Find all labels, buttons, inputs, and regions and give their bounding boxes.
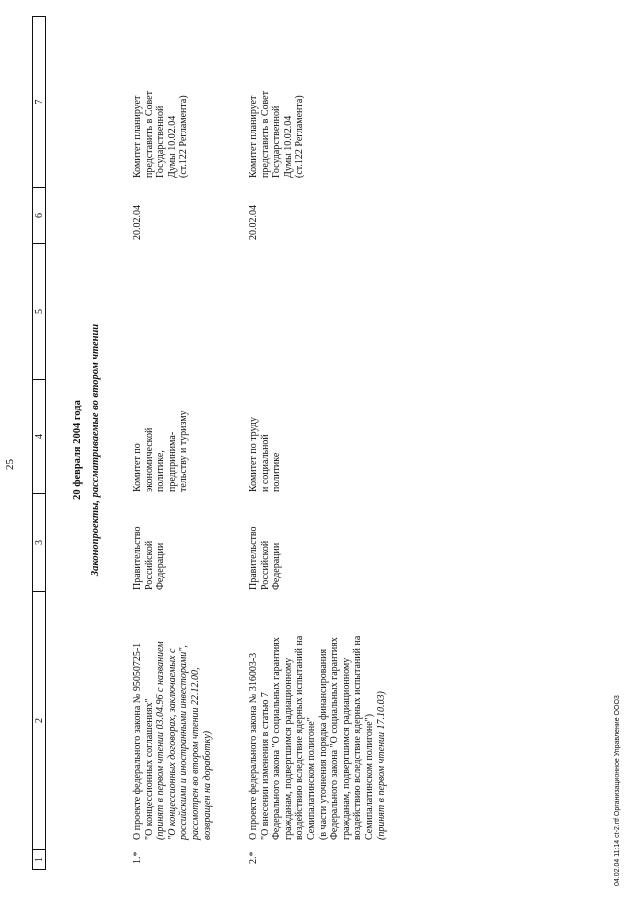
committee-line: и социальной xyxy=(259,434,271,492)
row-number: 1.* xyxy=(132,851,143,864)
remark-line: Думы 10.02.04 xyxy=(166,115,178,178)
remark-line: Государственной xyxy=(155,105,167,178)
row-number: 2.* xyxy=(248,851,259,864)
bill-note-line: "О концессионных договорах, заключаемых с xyxy=(166,648,178,840)
date-heading: 20 февраля 2004 года xyxy=(72,400,83,500)
initiator-line: Федерации xyxy=(271,542,283,590)
committee-line: политике, xyxy=(155,450,167,492)
remark-line: представить в Совет xyxy=(143,91,155,178)
column-number: 2 xyxy=(33,591,45,849)
committee-line: экономической xyxy=(143,427,155,492)
consideration-date: 20.02.04 xyxy=(248,205,259,240)
column-number: 7 xyxy=(33,99,45,105)
bill-title-line: гражданам, подвергшимся радиационному xyxy=(340,657,352,840)
remark-line: Комитет планирует xyxy=(248,95,259,178)
page-number: 25 xyxy=(4,459,16,470)
initiator-line: Правительство xyxy=(248,526,259,590)
bill-title-line: Федерального закона "О социальных гарантиях xyxy=(271,637,283,840)
responsible-committee xyxy=(132,380,190,492)
column-number: 4 xyxy=(33,379,45,493)
remark xyxy=(248,28,306,178)
section-heading: Законопроекты, рассматриваемые во втором чтении xyxy=(90,323,101,577)
column-number: 5 xyxy=(33,243,45,379)
bill-title-line: О проекте федерального закона № 95050725-1 xyxy=(132,642,143,840)
bill-title-line: "О внесении изменения в статью 7 xyxy=(259,692,271,840)
initiator-line: Российской xyxy=(259,540,271,590)
remark-line: Комитет планирует xyxy=(132,95,143,178)
bill-title-line: воздействию вследствие ядерных испытаний на xyxy=(352,635,364,840)
remark-line: Думы 10.02.04 xyxy=(282,115,294,178)
column-number: 6 xyxy=(33,187,45,243)
initiator xyxy=(132,500,167,590)
bill-note-line: (принят в первом чтении 03.04.96 с названием xyxy=(155,641,167,840)
remark xyxy=(132,28,190,178)
document-footer: 04.02.04 11:14 ct-2.rtf Организационное Управление ООО3 xyxy=(614,695,621,886)
bill-note-line: (принят в первом чтении 17.10.03) xyxy=(375,691,387,840)
column-number: 1 xyxy=(33,849,45,869)
bill-title-line: Федерального закона "О социальных гарантиях xyxy=(329,637,341,840)
column-number: 3 xyxy=(33,493,45,591)
initiator-line: Федерации xyxy=(155,542,167,590)
bill-title-line: "О концессионных соглашениях" xyxy=(143,698,155,840)
bill-title-line: (в части уточнения порядка финансирования xyxy=(317,648,329,840)
bill-title-line: Семипалатинском полигоне") xyxy=(363,713,375,840)
remark-line: (ст.122 Регламента) xyxy=(178,95,190,178)
committee-line: тельству и туризму xyxy=(178,410,190,492)
remark-line: Государственной xyxy=(271,105,283,178)
responsible-committee xyxy=(248,380,283,492)
bill-description xyxy=(132,618,213,840)
bill-description xyxy=(248,608,387,840)
committee-line: Комитет по xyxy=(132,443,143,492)
committee-line: предпринима- xyxy=(166,431,178,492)
column-number-header xyxy=(32,16,46,870)
bill-title-line: Семипалатинском полигоне" xyxy=(305,717,317,840)
consideration-date: 20.02.04 xyxy=(132,205,143,240)
bill-note-line: возвращен на доработку) xyxy=(201,730,213,840)
committee-line: политике xyxy=(271,452,283,492)
bill-note-line: рассмотрен во втором чтении 22.12.00, xyxy=(189,667,201,840)
bill-title-line: О проекте федерального закона № 316003-3 xyxy=(248,652,259,840)
remark-line: представить в Совет xyxy=(259,91,271,178)
bill-title-line: воздействию вследствие ядерных испытаний на xyxy=(294,635,306,840)
initiator xyxy=(248,500,283,590)
committee-line: Комитет по труду xyxy=(248,416,259,492)
initiator-line: Правительство xyxy=(132,526,143,590)
remark-line: (ст.122 Регламента) xyxy=(294,95,306,178)
initiator-line: Российской xyxy=(143,540,155,590)
bill-note-line: российскими и иностранными инвесторами", xyxy=(178,645,190,840)
bill-title-line: гражданам, подвергшимся радиационному xyxy=(282,657,294,840)
